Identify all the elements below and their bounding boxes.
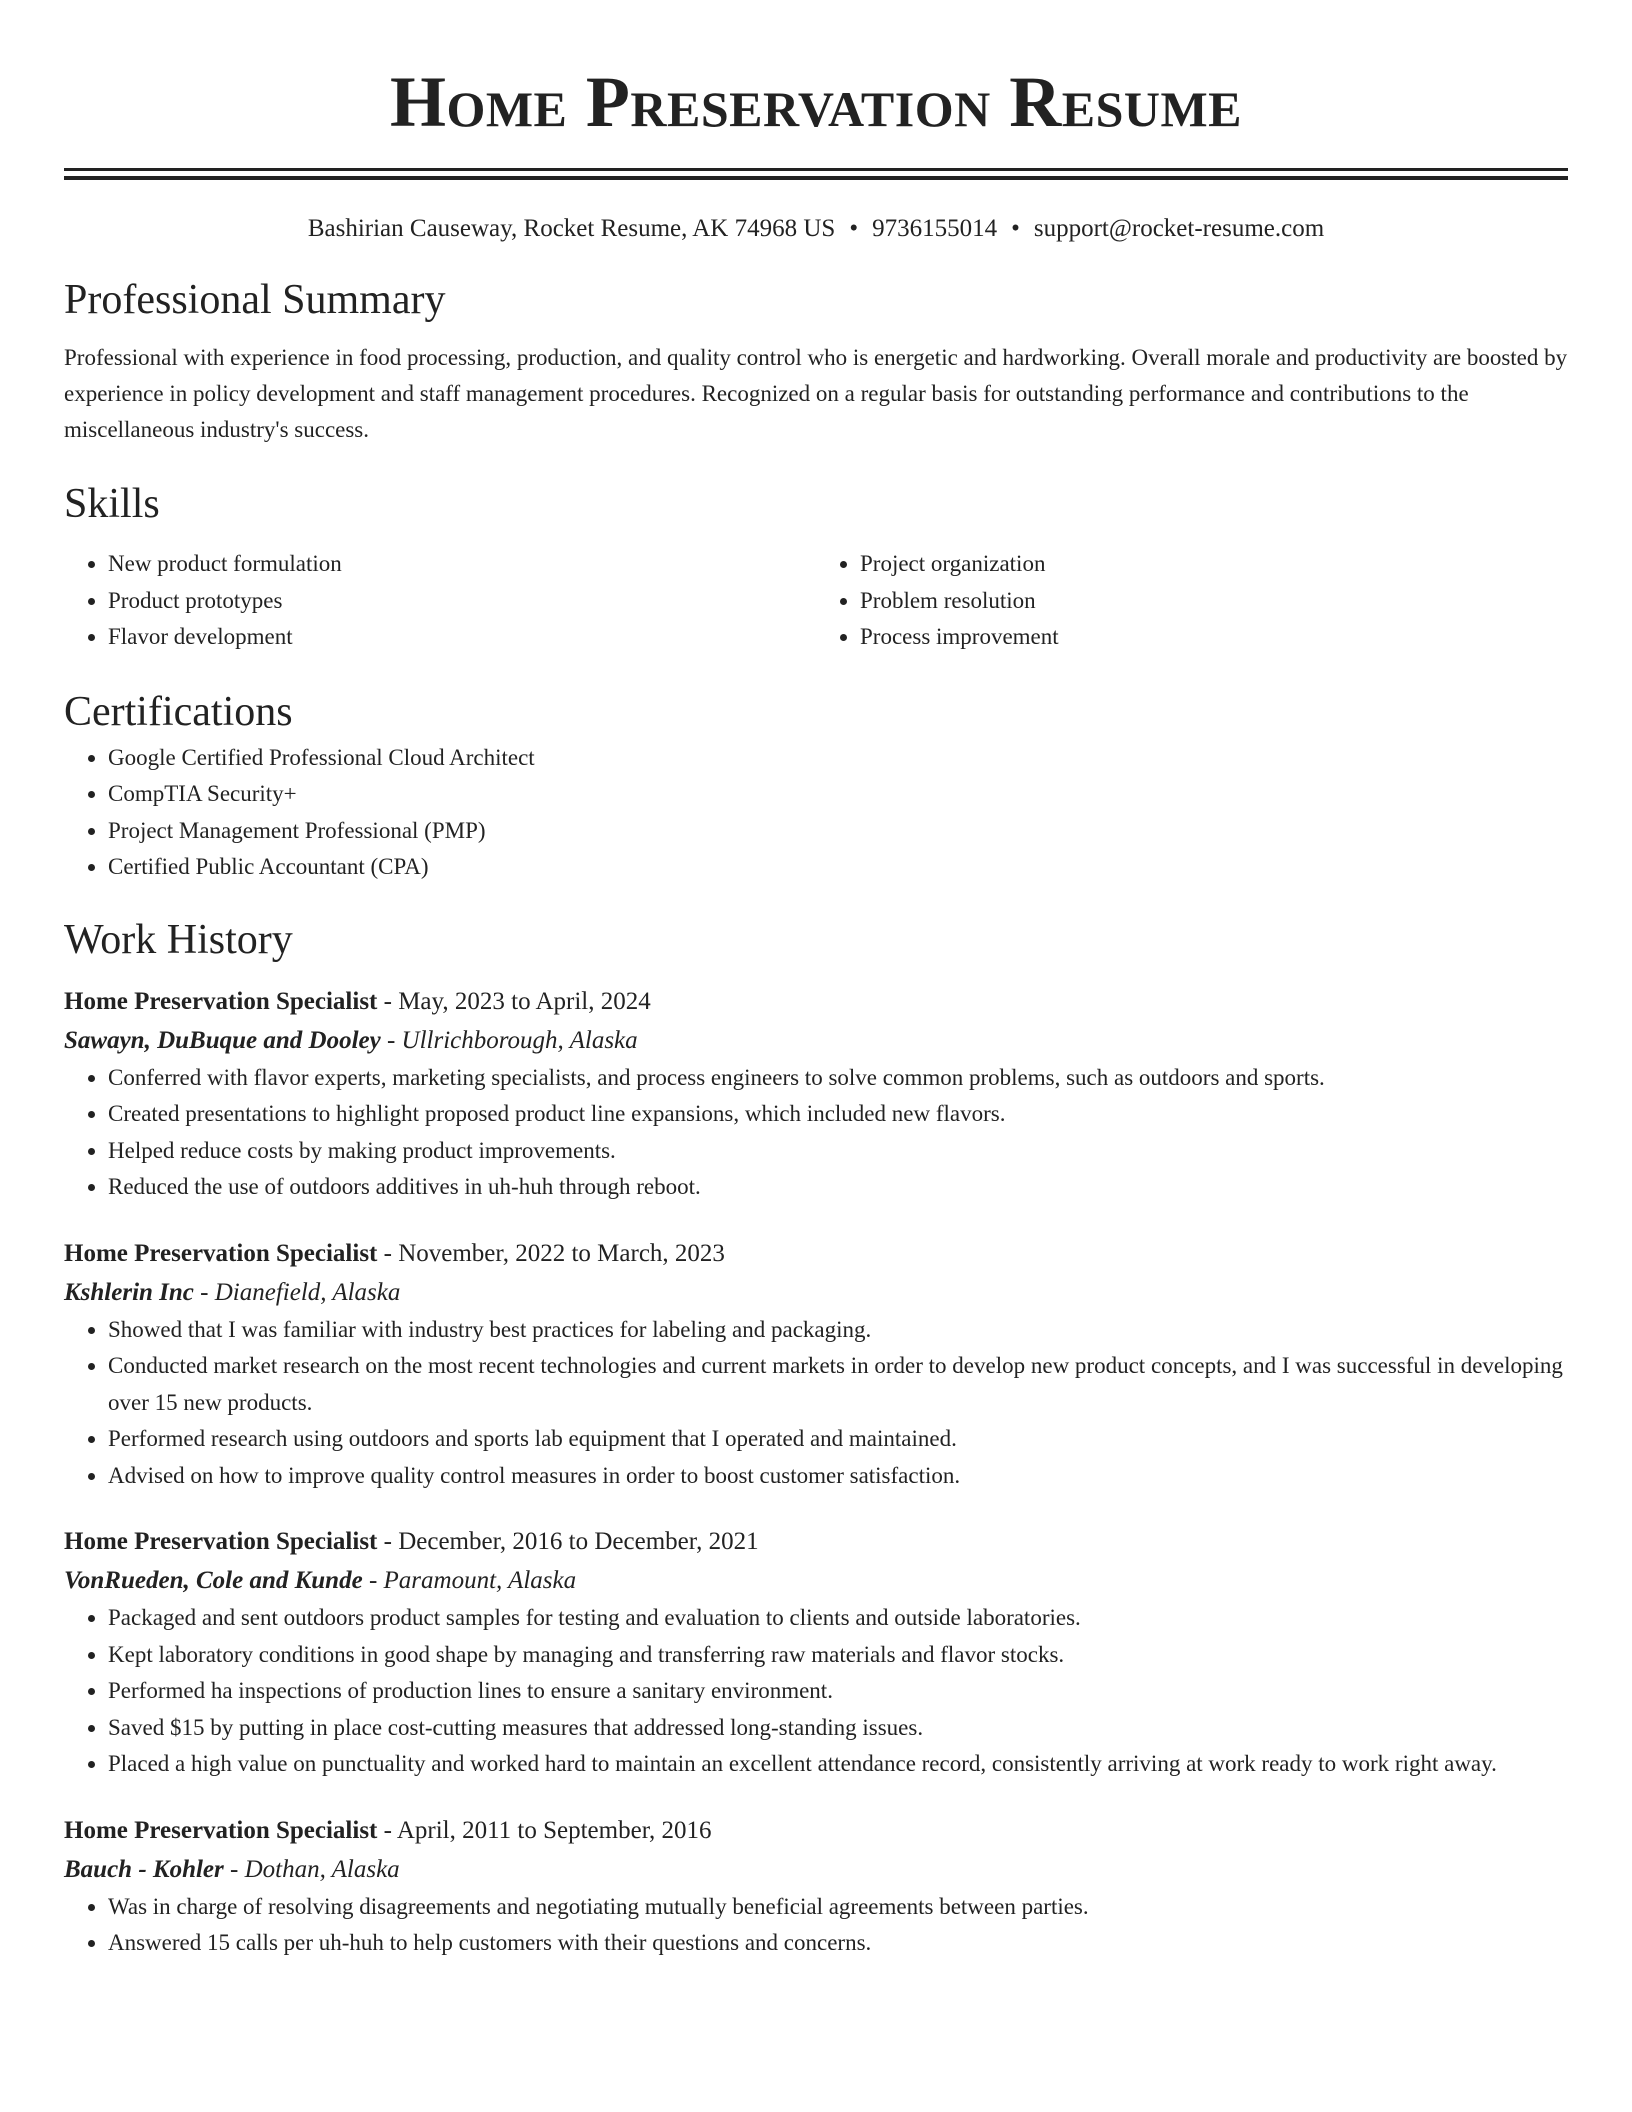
job-bullet: • Answered 15 calls per uh-huh to help customers with their questions and concerns.: [108, 1925, 1568, 1962]
job-company: Bauch - Kohler: [64, 1855, 224, 1883]
job-company-line: [64, 1561, 1568, 1600]
certification-item: • Project Management Professional (PMP): [108, 813, 1568, 850]
job-title-line: [64, 1522, 1568, 1561]
job-title-line: [64, 1234, 1568, 1273]
job-bullet: • Saved $15 by putting in place cost-cutting measures that addressed long-standing issues.: [108, 1710, 1568, 1747]
certification-item: • CompTIA Security+: [108, 776, 1568, 813]
contact-address: Bashirian Causeway, Rocket Resume, AK 74968 US: [307, 215, 836, 242]
work-history-heading: Work History: [64, 916, 293, 963]
job-bullet: • Advised on how to improve quality control measures in order to boost customer satisfaction.: [108, 1458, 1568, 1495]
skills-columns: [64, 546, 1568, 656]
skills-list-right: [816, 546, 1568, 656]
job-role: Home Preservation Specialist: [64, 987, 378, 1015]
job-company-line: [64, 1273, 1568, 1312]
contact-separator: •: [849, 215, 859, 242]
job-bullets: [64, 1312, 1568, 1495]
job-dates: - November, 2022 to March, 2023: [377, 1239, 725, 1267]
contact-email: support@rocket-resume.com: [1033, 215, 1325, 242]
certifications-list: [64, 740, 1568, 886]
certifications-heading: Certifications: [64, 688, 293, 735]
contact-separator: •: [1011, 215, 1020, 242]
skill-item: • Product prototypes: [108, 583, 816, 620]
job-bullet: • Performed ha inspections of production lines to ensure a sanitary environment.: [108, 1673, 1568, 1710]
job-bullet: • Conducted market research on the most recent technologies and current markets in order to develop new product concepts, and I was successful in developing over 15 new products.: [108, 1348, 1568, 1421]
summary-heading: Professional Summary: [64, 277, 446, 323]
contact-line: [64, 212, 1568, 246]
job-bullet: • Conferred with flavor experts, marketing specialists, and process engineers to solve common problems, such as outdoors and sports.: [108, 1060, 1568, 1097]
skill-item: • Flavor development: [108, 619, 816, 656]
job-location: - Ullrichborough, Alaska: [380, 1026, 638, 1054]
job-location: - Dothan, Alaska: [223, 1855, 400, 1883]
skill-item: • Project organization: [860, 546, 1568, 583]
skill-item: • Problem resolution: [860, 583, 1568, 620]
job-company: Kshlerin Inc: [64, 1278, 194, 1306]
job-title-line: [64, 1811, 1568, 1850]
job-role: Home Preservation Specialist: [64, 1239, 378, 1267]
skills-list-left: [64, 546, 816, 656]
job-bullet: • Kept laboratory conditions in good shape by managing and transferring raw materials and flavor stocks.: [108, 1637, 1568, 1674]
title-rule-top: [64, 168, 1568, 171]
job-title-line: [64, 982, 1568, 1021]
job-dates: - December, 2016 to December, 2021: [377, 1528, 759, 1555]
job-bullet: • Performed research using outdoors and sports lab equipment that I operated and maintained.: [108, 1421, 1568, 1458]
job-entry: [64, 1522, 1568, 1783]
job-entry: [64, 1234, 1568, 1495]
certification-item: • Certified Public Accountant (CPA): [108, 849, 1568, 886]
job-bullet: • Packaged and sent outdoors product samples for testing and evaluation to clients and outside laboratories.: [108, 1600, 1568, 1637]
job-role: Home Preservation Specialist: [64, 1528, 378, 1555]
job-dates: - April, 2011 to September, 2016: [377, 1816, 712, 1844]
job-bullet: • Showed that I was familiar with industry best practices for labeling and packaging.: [108, 1312, 1568, 1349]
skill-item: • New product formulation: [108, 546, 816, 583]
job-bullets: [64, 1889, 1568, 1962]
job-role: Home Preservation Specialist: [64, 1816, 378, 1844]
skills-heading: Skills: [64, 481, 160, 527]
job-bullet: • Helped reduce costs by making product improvements.: [108, 1133, 1568, 1170]
skill-item: • Process improvement: [860, 619, 1568, 656]
job-bullet: • Created presentations to highlight proposed product line expansions, which included new flavors.: [108, 1096, 1568, 1133]
summary-text: Professional with experience in food processing, production, and quality control who is energetic and hardworking. Overall morale and productivity are boosted by experience in policy development and staff management procedures. Recognized on a regular basis for outstanding performance and contributions to the miscellaneous industry's success.: [64, 345, 1568, 442]
job-entry: [64, 982, 1568, 1206]
job-location: - Dianefield, Alaska: [193, 1278, 401, 1306]
certification-item: • Google Certified Professional Cloud Architect: [108, 740, 1568, 777]
job-bullets: [64, 1600, 1568, 1783]
job-entry: [64, 1811, 1568, 1962]
contact-phone: 9736155014: [872, 215, 998, 242]
page-title: Home Preservation Resume: [389, 62, 1243, 142]
job-dates: - May, 2023 to April, 2024: [377, 987, 651, 1015]
job-company-line: [64, 1021, 1568, 1060]
job-location: - Paramount, Alaska: [362, 1567, 577, 1594]
job-bullets: [64, 1060, 1568, 1206]
title-rule-bottom: [64, 176, 1568, 180]
job-company: VonRueden, Cole and Kunde: [64, 1567, 363, 1594]
job-bullet: • Was in charge of resolving disagreements and negotiating mutually beneficial agreements between parties.: [108, 1889, 1568, 1926]
job-bullet: • Placed a high value on punctuality and worked hard to maintain an excellent attendance record, consistently arriving at work ready to work right away.: [108, 1746, 1568, 1783]
job-company: Sawayn, DuBuque and Dooley: [64, 1026, 381, 1054]
job-bullet: • Reduced the use of outdoors additives in uh-huh through reboot.: [108, 1169, 1568, 1206]
job-company-line: [64, 1850, 1568, 1889]
